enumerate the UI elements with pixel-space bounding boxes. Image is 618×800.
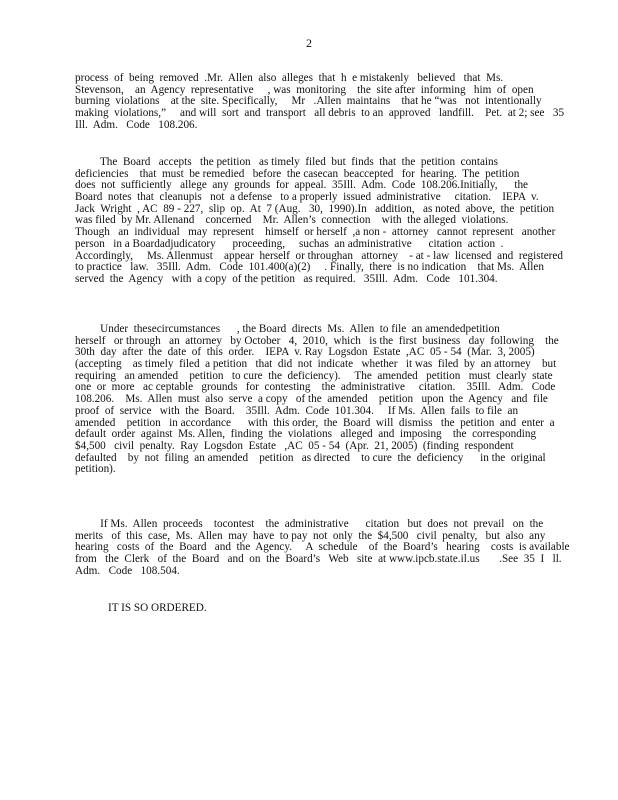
text-line: (accepting as timely filed a petition that did not indicate whether it was filed by an attorney but [75, 358, 557, 371]
text-line: amended petition in accordance with this order, the Board will dismiss the petition and enter a [75, 416, 555, 429]
text-line: default order against Ms. Allen, finding the violations alleged and imposing the corresponding [75, 428, 537, 441]
text-line: making violations,” and will sort and transport all debris to an approved landfill. Pet. at 2; see 35 [75, 107, 565, 120]
text-line: Ill. Adm. Code 108.206. [75, 118, 198, 131]
text-line: Though an individual may represent himself or herself ,a non - attorney cannot represent another [75, 226, 556, 239]
text-line: hearing costs of the Board and the Agency. A schedule of the Board’s hearing costs is available [75, 541, 570, 554]
text-line: from the Clerk of the Board and on the Board’s Web site at www.ipcb.state.il.us .See 35 I ll. [75, 553, 562, 566]
text-line: 108.206. Ms. Allen must also serve a copy of the amended petition upon the Agency and file [75, 393, 548, 406]
paragraph-petition-allegations [75, 72, 565, 131]
text-line: Accordingly, Ms. Allenmust appear herself or throughan attorney - at - law licensed and registered [75, 249, 563, 262]
text-line: Under thesecircumstances , the Board directs Ms. Allen to file an amendedpetition [75, 323, 500, 335]
text-line: burning violations at the site. Specifically, Mr .Allen maintains that he “was not intentionally [75, 95, 542, 108]
text-line: was filed by Mr. Allenand concerned Mr. Allen’s connection with the alleged violations. [75, 214, 509, 227]
text-line: Adm. Code 108.504. [75, 564, 180, 577]
text-line: petition). [75, 463, 116, 476]
text-line: person in a Boardadjudicatory proceeding, suchas an administrative citation action . [75, 237, 504, 250]
closing-order-statement: IT IS SO ORDERED. [108, 602, 207, 614]
paragraph-board-directs [75, 323, 559, 476]
text-line: one or more ac ceptable grounds for contesting the administrative citation. 35Ill. Adm. Code [75, 381, 556, 394]
text-line: $4,500 civil penalty. Ray Logsdon Estate ,AC 05 - 54 (Apr. 21, 2005) (finding respondent [75, 439, 514, 452]
text-line: to practice law. 35Ill. Adm. Code 101.400(a)(2) . Finally, there is no indication that Ms. Allen [75, 261, 544, 274]
text-line: 30th day after the date of this order. IEPA v. Ray Logsdon Estate ,AC 05 - 54 (Mar. 3, 2005) [75, 346, 535, 359]
page-number: 2 [306, 36, 312, 50]
text-line: Board notes that cleanupis not a defense to a properly issued administrative citation. IEPA v. [75, 191, 539, 204]
text-line: merits of this case, Ms. Allen may have to pay not only the $4,500 civil penalty, but also any [75, 529, 546, 542]
text-line: requiring an amended petition to cure the deficiency). The amended petition must clearly state [75, 369, 553, 382]
paragraph-board-accepts [75, 156, 563, 286]
text-line: Jack Wright , AC 89 - 227, slip op. At 7 (Aug. 30, 1990).In addition, as noted above, the petition [75, 202, 555, 215]
text-line: herself or through an attorney by October 4, 2010, which is the first business day following the [75, 334, 559, 347]
paragraph-hearing-costs [75, 518, 570, 577]
text-line: defaulted by not filing an amended petition as directed to cure the deficiency in the original [75, 451, 546, 464]
text-line: served the Agency with a copy of the petition as required. 35Ill. Adm. Code 101.304. [75, 272, 498, 285]
text-line: Stevenson, an Agency representative , was monitoring the site after informing him of open [75, 83, 534, 96]
text-line: does not sufficiently allege any grounds for appeal. 35Ill. Adm. Code 108.206.Initially, the [75, 179, 529, 192]
text-line: The Board accepts the petition as timely filed but finds that the petition contains [75, 156, 498, 168]
text-line: If Ms. Allen proceeds tocontest the administrative citation but does not prevail on the [75, 518, 544, 530]
text-line: deficiencies that must be remedied before the casecan beaccepted for hearing. The petition [75, 167, 520, 180]
text-line: proof of service with the Board. 35Ill. Adm. Code 101.304. If Ms. Allen fails to file an [75, 404, 519, 417]
text-line: process of being removed .Mr. Allen also alleges that h e mistakenly believed that Ms. [75, 72, 504, 84]
